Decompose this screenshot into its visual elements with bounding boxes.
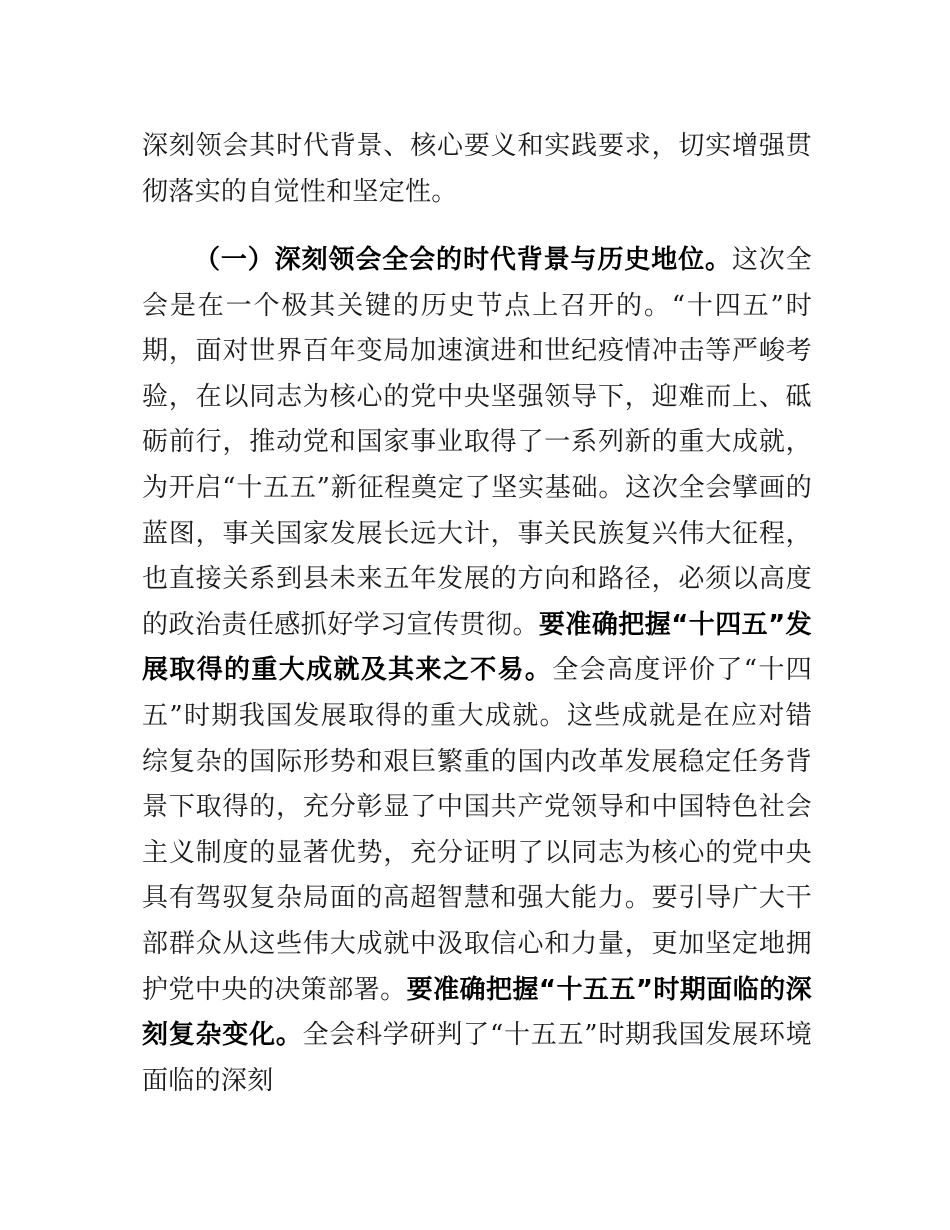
section-paragraph [142,238,812,1104]
section-body [142,238,812,1104]
emphasis-heading-2: 要准确把握“十五五”时期面临的深刻复杂变化。 [142,974,812,1051]
paragraph-text: 深刻领会其时代背景、核心要义和实践要求，切实增强贯彻落实的自觉性和坚定性。 [142,131,812,207]
paragraph-continuation [142,124,812,215]
section-heading: （一）深刻领会全会的时代背景与历史地位。 [194,245,732,275]
emphasis-heading-1: 要准确把握“十四五”发展取得的重大成就及其来之不易。 [142,609,812,686]
body-text-3: 全会科学研判了“十五五”时期我国发展环境面临的深刻 [142,1020,812,1096]
body-text-2: 全会高度评价了“十四五”时期我国发展取得的重大成就。这些成就是在应对错综复杂的国际形势和艰巨繁重的国内改革发展稳定任务背景下取得的，充分彰显了中国共产党领导和中国特色社会主义制度的显著优势，充分证明了以同志为核心的党中央具有驾驭复杂局面的高超智慧和强大能力。要引导广大干部群众从这些伟大成就中汲取信心和力量，更加坚定地拥护党中央的决策部署。 [142,655,812,1005]
body-text-1: 这次全会是在一个极其关键的历史节点上召开的。“十四五”时期，面对世界百年变局加速演进和世纪疫情冲击等严峻考验，在以同志为核心的党中央坚强领导下，迎难而上、砥砺前行，推动党和国家事业取得了一系列新的重大成就，为开启“十五五”新征程奠定了坚实基础。这次全会擘画的蓝图，事关国家发展长远大计，事关民族复兴伟大征程，也直接关系到县未来五年发展的方向和路径，必须以高度的政治责任感抓好学习宣传贯彻。 [142,245,812,640]
